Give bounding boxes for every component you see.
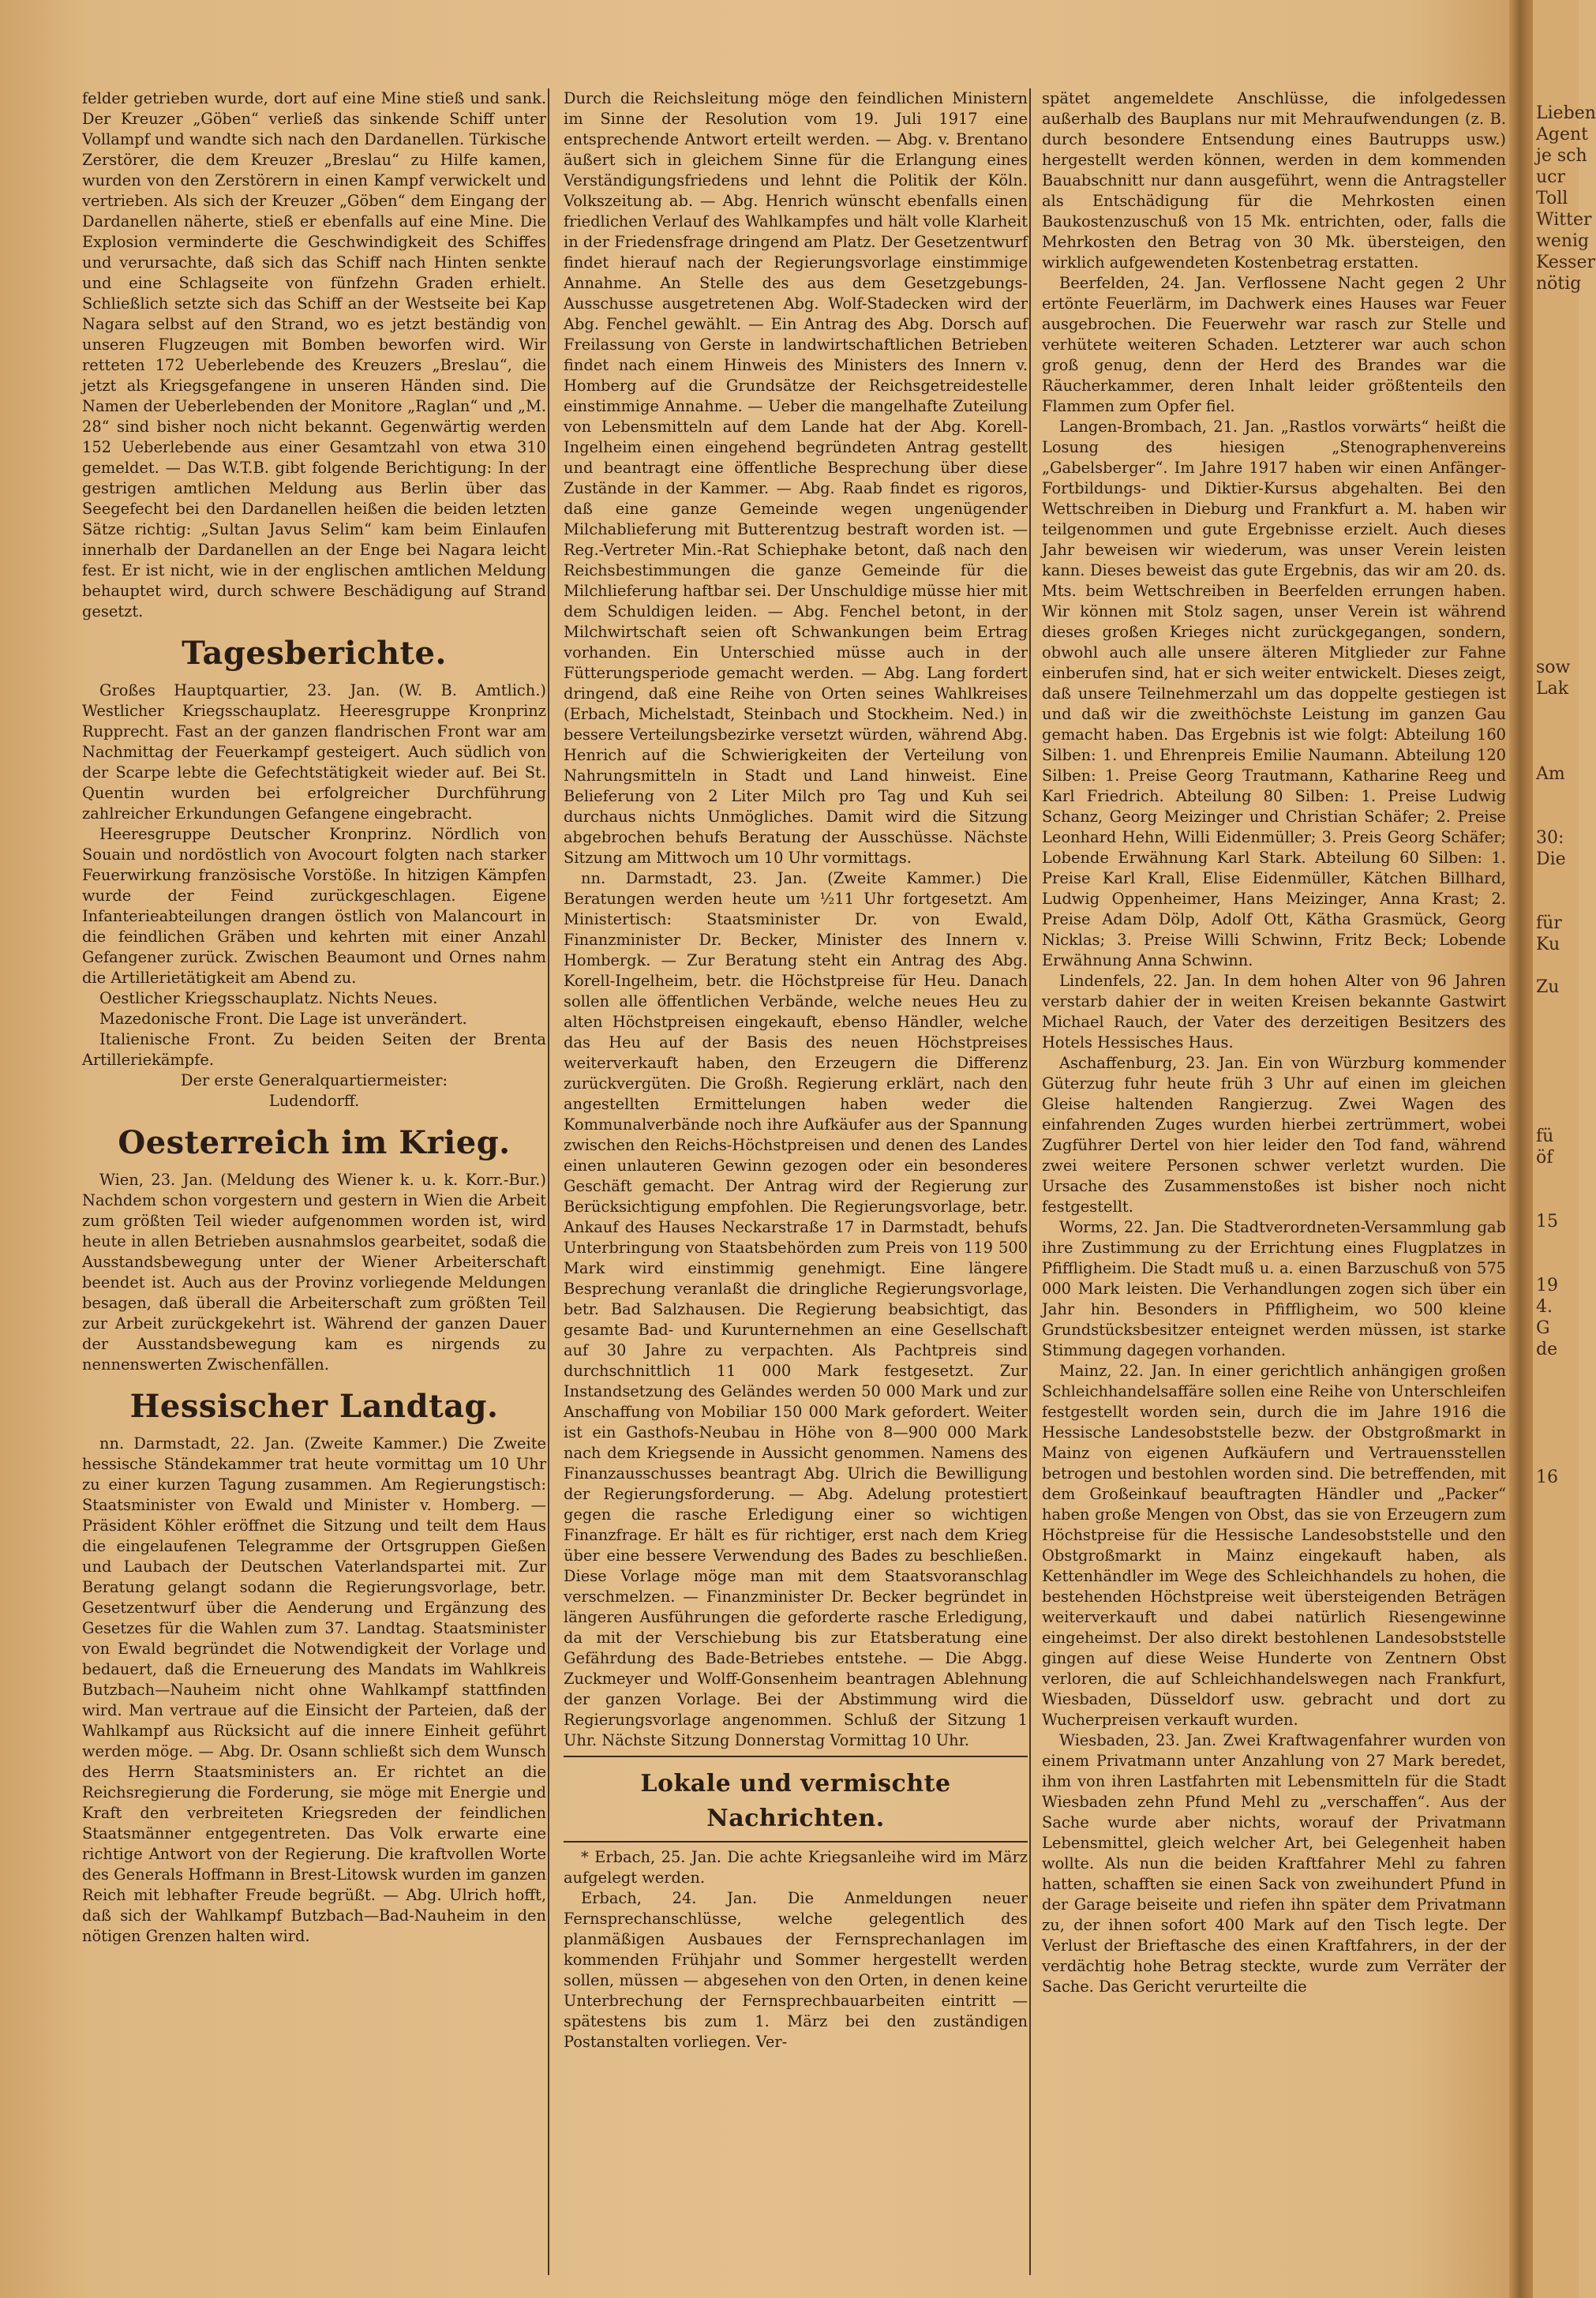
article-aschaffenburg: Aschaffenburg, 23. Jan. Ein von Würzburg kommender Güterzug fuhr heute früh 3 Uhr auf einen im gleichen Gleise haltenden Rangierzug. Zwei Wagen des einfahrenden Zuges wurden hierbei zertrümmert, wobei Zugführer Dertel von hier leider den Tod fand, während zwei weitere Personen schwer verletzt wurden. Die Ursache des Zusammenstoßes ist bisher noch nicht festgestellt. [1042, 1054, 1506, 1216]
next-page-line: für [1536, 913, 1562, 933]
report-italien: Italienische Front. Zu beiden Seiten der Brenta Artilleriekämpfe. [82, 1030, 546, 1069]
next-page-line [1536, 785, 1579, 806]
heading-landtag: Hessischer Landtag. [129, 1388, 499, 1425]
next-page-line: G [1536, 1318, 1550, 1338]
next-page-line [1536, 486, 1579, 508]
next-page-line [1536, 444, 1579, 465]
heading-lokale: Lokale und vermischte Nachrichten. [640, 1770, 951, 1832]
next-page-line [1536, 614, 1579, 635]
next-page-line [1536, 742, 1579, 763]
heading-oesterreich: Oesterreich im Krieg. [118, 1124, 511, 1161]
next-page-line: Toll [1536, 189, 1568, 208]
next-page-line: Am [1536, 764, 1565, 784]
article-erbach-fernsprech: Erbach, 24. Jan. Die Anmeldungen neuer Fernsprechanschlüsse, welche gelegentlich des planmäßigen Ausbaues der Fernsprechanlagen im kommenden Frühjahr und Sommer hergestellt werden sollen, müssen — abgesehen von den Orten, in denen keine Unterbrechung der Fernsprechbauarbeiten eintritt — spätestens bis zum 1. März bei den zuständigen Postanstalten vorliegen. Ver- [564, 1889, 1028, 2051]
next-page-line [1536, 401, 1579, 422]
next-page-line: nötig [1536, 274, 1582, 294]
next-page-line: sow [1536, 658, 1571, 677]
next-page-line [1536, 955, 1579, 977]
column-2 [564, 88, 1028, 2275]
article-wien: Wien, 23. Jan. (Meldung des Wiener k. u. k. Korr.-Bur.) Nachdem schon vorgestern und gestern in Wien die Arbeit zum größten Teil wieder aufgenommen worden ist, wird heute in allen Betrieben ausnahmslos gearbeitet, sodaß die Ausstandsbewegung unter der Wiener Arbeiterschaft beendet ist. Auch aus der Provinz vorliegende Meldungen besagen, daß überall die Arbeiterschaft zum größten Teil zur Arbeit zurückgekehrt ist. Während der ganzen Dauer der Ausstandsbewegung kam es nirgends zu nennenswerten Zwischenfällen. [82, 1171, 546, 1374]
next-page-line: Zu [1536, 977, 1560, 997]
next-page-line: 30: [1536, 828, 1564, 848]
next-page-line: Die [1536, 849, 1566, 869]
next-page-line [1536, 1254, 1579, 1275]
column-rule-1 [548, 88, 549, 2275]
next-page-line: 19 [1536, 1276, 1558, 1295]
next-page-line [1536, 699, 1579, 721]
article-beerfelden: Beerfelden, 24. Jan. Verflossene Nacht gegen 2 Uhr ertönte Feuerlärm, im Dachwerk eines Hauses war Feuer ausgebrochen. Die Feuerwehr war rasch zur Stelle und verhütete weiteren Schaden. Letzterer war auch schon groß genug, denn der Herd des Brandes war die Räucherkammer, deren Inhalt leider größtenteils den Flammen zum Opfer fiel. [1042, 274, 1506, 415]
report-osten: Oestlicher Kriegsschauplatz. Nichts Neues. [99, 989, 438, 1007]
article-landtag-continued: Durch die Reichsleitung möge den feindlichen Ministern im Sinne der Resolution vom 19. Juli 1917 eine entsprechende Antwort erteilt werden. — Abg. v. Brentano äußert sich in gleichem Sinne für die Erlangung eines Verständigungsfriedens und lehnt die Politik der Köln. Volkszeitung ab. — Abg. Henrich wünscht ebenfalls einen friedlichen Verlauf des Wahlkampfes und hält volle Klarheit in der Friedensfrage dringend am Platz. Der Gesetzentwurf findet hierauf nach der Regierungsvorlage einstimmige Annahme. An Stelle des aus dem Gesetzgebungs-Ausschusse ausgetretenen Abg. Wolf-Stadecken wird der Abg. Fenchel gewählt. — Ein Antrag des Abg. Dorsch auf Freilassung von Gerste in landwirtschaftlichen Betrieben findet nach einem Hinweis des Ministers des Innern v. Homberg auf die Grundsätze der Reichsgetreidestelle einstimmige Annahme. — Ueber die mangelhafte Zuteilung von Lebensmitteln auf dem Lande hat der Abg. Korell-Ingelheim einen eingehend begründeten Antrag gestellt und beantragt eine öffentliche Besprechung über diese Zustände in der Kammer. — Abg. Raab findet es rigoros, daß eine ganze Gemeinde wegen ungenügender Milchablieferung mit Butterentzug bestraft worden ist. — Reg.-Vertreter Min.-Rat Schiephake betont, daß nach den Reichsbestimmungen die ganze Gemeinde für die Milchlieferung haftbar sei. Der Unschuldige müsse hier mit dem Schuldigen leiden. — Abg. Fenchel betont, in der Milchwirtschaft seien oft Schwankungen beim Ertrag vorhanden. Ein Unterschied müsse auch in der Fütterungsperiode gemacht werden. — Abg. Lang fordert dringend, daß eine Reihe von Orten seines Wahlkreises (Erbach, Michelstadt, Steinbach und Stockheim. Ned.) in bessere Verteilungsbezirke versetzt würden, während Abg. Henrich auf die Schwierigkeiten der Verteilung von Nahrungsmitteln in Stadt und Land hinweist. Eine Belieferung von 2 Liter Milch pro Tag und Kuh sei durchaus nichts Unmögliches. Damit wird die Sitzung abgebrochen behufs Beratung der Ausschüsse. Nächste Sitzung am Mittwoch um 10 Uhr vormittags. [564, 89, 1028, 867]
next-page-line [1536, 1190, 1579, 1211]
next-page-line: Agent [1536, 125, 1588, 144]
article-langen-brombach: Langen-Brombach, 21. Jan. „Rastlos vorwärts“ heißt die Losung des hiesigen „Stenographenvereins „Gabelsberger“. Im Jahre 1917 haben wir einen Anfänger-Fortbildungs- und Diktier-Kursus abgehalten. Bei den Wettschreiben in Dieburg und Frankfurt a. M. haben wir teilgenommen und gute Ergebnisse erzielt. Auch dieses Jahr beweisen wir wiederum, was unser Verein leisten kann. Dieses beweist das gute Ergebnis, das wir am 20. ds. Mts. beim Wettschreiben in Beerfelden errungen haben. Wir können mit Stolz sagen, unser Verein ist während dieses großen Krieges nicht zurückgegangen, sondern, obwohl auch alle unsere älteren Mitglieder zur Fahne einberufen sind, hat er sich weiter entwickelt. Dieses zeigt, daß unsere Teilnehmerzahl um das doppelte gestiegen ist und daß wir die zweithöchste Leistung im ganzen Gau gemacht haben. Das Ergebnis ist wie folgt: Abteilung 160 Silben: 1. und Ehrenpreis Emilie Naumann. Abteilung 120 Silben: 1. Preise Georg Trautmann, Katharine Reeg und Karl Friedrich. Abteilung 80 Silben: 1. Preise Ludwig Schanz, Georg Meizinger und Christian Schäfer; 2. Preise Leonhard Hehn, Willi Eidenmüller; 3. Preis Georg Schäfer; Lobende Erwähnung Karl Stark. Abteilung 60 Silben: 1. Preise Karl Krall, Elise Eidenmüller, Kätchen Billhard, Ludwig Oppenheimer, Hans Meizinger, Anna Krast; 2. Preise Adam Dölp, Adolf Ott, Kätha Grasmück, Georg Nicklas; 3. Preise Willi Schwinn, Fritz Beck; Lobende Erwähnung Anna Schwinn. [1042, 418, 1506, 969]
next-page-line [1536, 1360, 1579, 1381]
next-page-line [1536, 358, 1579, 380]
next-page-line: wenig [1536, 231, 1590, 251]
signature-title: Der erste Generalquartiermeister: [180, 1071, 448, 1089]
next-page-line [1536, 337, 1579, 358]
column-3 [1042, 88, 1506, 2275]
next-page-line [1536, 294, 1579, 316]
next-page-line [1536, 508, 1579, 529]
next-page-line [1536, 1445, 1579, 1467]
next-page-line: 16 [1536, 1468, 1558, 1487]
next-page-line: de [1536, 1340, 1558, 1359]
article-wiesbaden: Wiesbaden, 23. Jan. Zwei Kraftwagenfahrer wurden von einem Privatmann unter Anzahlung von 27 Mark beredet, ihm von ihren Lastfahrten mit Lebensmitteln für die Stadt Wiesbaden zehn Pfund Mehl zu „verschaffen“. Aus der Sache wurde aber nichts, worauf der Privatmann Lebensmittel, gleich welcher Art, bei Gelegenheit haben wollte. Als nun die beiden Kraftfahrer Mehl zu fahren hatten, schafften sie einen Sack von zweihundert Pfund in der Garage beiseite und riefen ihn später dem Privatmann zu, der ihnen sofort 400 Mark auf den Tisch legte. Der Verlust der Brieftasche des einen Kraftfahrers, in der der verdächtig hohe Betrag steckte, wurde zum Verräter der Sache. Das Gericht verurteilte die [1042, 1731, 1506, 1996]
next-page-line [1536, 1232, 1579, 1254]
article-landtag-22: nn. Darmstadt, 22. Jan. (Zweite Kammer.) Die Zweite hessische Ständekammer trat heute vormittag um 10 Uhr zu einer kurzen Tagung zusammen. Am Regierungstisch: Staatsminister von Ewald und Minister v. Homberg. — Präsident Köhler eröffnet die Sitzung und teilt dem Haus die eingelaufenen Telegramme der Ortsgruppen Gießen und Laubach der Deutschen Vaterlandspartei mit. Zur Beratung gelangt sodann die Regierungsvorlage, betr. Gesetzentwurf über die Aenderung und Ergänzung des Gesetzes für die Wahlen zum 37. Landtag. Staatsminister von Ewald begründet die Notwendigkeit der Vorlage und bedauert, daß die Erneuerung des Mandats im Wahlkreis Butzbach—Nauheim nicht ohne Wahlkampf stattfinden wird. Man vertraue auf die Einsicht der Parteien, daß der Wahlkampf aus Rücksicht auf die innere Einheit geführt werden möge. — Abg. Dr. Osann schließt sich dem Wunsch des Herrn Staatsministers an. Er richtet an die Reichsregierung die Forderung, sie möge mit Energie und Kraft den verbreiteten Kriegsreden der feindlichen Staatsmänner entgegentreten. Das Volk erwarte eine richtige Antwort von der Regierung. Die kraftvollen Worte des Generals Hoffmann in Brest-Litowsk wurden im ganzen Reich mit lebhafter Freude begrüßt. — Abg. Ulrich hofft, daß sich der Wahlkampf Butzbach—Bad-Nauheim in den nötigen Grenzen halten wird. [82, 1434, 546, 1945]
report-mazedonien: Mazedonische Front. Die Lage ist unverändert. [99, 1010, 467, 1028]
article-fernsprech-continued: spätet angemeldete Anschlüsse, die infolgedessen außerhalb des Bauplans nur mit Mehraufwendungen (z. B. durch besondere Entsendung eines Bautrupps usw.) hergestellt werden können, werden in dem kommenden Bauabschnitt nur dann ausgeführt, wenn die Antragsteller als Entschädigung für die Mehrkosten einen Baukostenzuschuß von 15 Mk. entrichten, oder, falls die Mehrkosten den Betrag von 30 Mk. übersteigen, den wirklich aufgewendeten Kostenbetrag erstatten. [1042, 89, 1506, 272]
article-worms: Worms, 22. Jan. Die Stadtverordneten-Versammlung gab ihre Zustimmung zu der Errichtung eines Flugplatzes in Pfiffligheim. Die Stadt muß u. a. einen Barzuschuß von 575 000 Mark leisten. Die Verhandlungen zogen sich über ein Jahr hin. Besonders in Pfiffligheim, wo 500 kleine Grundstücksbesitzer enteignet werden müssen, ist starke Stimmung dagegen vorhanden. [1042, 1218, 1506, 1359]
article-lindenfels: Lindenfels, 22. Jan. In dem hohen Alter von 96 Jahren verstarb dahier der in weiten Kreisen bekannte Gastwirt Michael Rauch, der Vater des derzeitigen Besitzers des Hotels Hessisches Haus. [1042, 972, 1506, 1052]
next-page-line [1536, 422, 1579, 444]
next-page-line [1536, 1168, 1579, 1190]
next-page-line: Ku [1536, 935, 1560, 954]
column-1 [82, 88, 546, 2275]
next-page-line [1536, 529, 1579, 550]
next-page-line [1536, 891, 1579, 913]
next-page-line: Lak [1536, 679, 1569, 699]
next-page-line [1536, 316, 1579, 337]
next-page-line: öf [1536, 1148, 1553, 1168]
divider [564, 1756, 1028, 1757]
article-erbach-anleihe: * Erbach, 25. Jan. Die achte Kriegsanleihe wird im März aufgelegt werden. [564, 1848, 1028, 1887]
next-page-line [1536, 1424, 1579, 1445]
signature-name: Ludendorff. [268, 1092, 360, 1110]
article-mainz: Mainz, 22. Jan. In einer gerichtlich anhängigen großen Schleichhandelsaffäre sollen eine Reihe von Unterschleifen festgestellt worden sein, durch die im Jahre 1916 die Hessische Landesobststelle bezw. der Obstgroßmarkt in Mainz von eigenen Aufkäufern und Vertrauensstellen betrogen und bestohlen worden sind. Die betreffenden, mit dem Großeinkauf beauftragten Händler und „Packer“ haben große Mengen von Obst, das sie von Erzeugern zum Höchstpreise für die Hessische Landesobststelle und den Obstgroßmarkt in Mainz eingekauft haben, als Kettenhändler im Wege des Schleichhandels zu hohen, die bestehenden Höchstpreise weit übersteigenden Beträgen weiterverkauft und dabei natürlich Riesengewinne eingeheimst. Der also direkt bestohlenen Landesobststelle gingen auf diese Weise Hunderte von Zentnern Obst verloren, die auf Schleichhandelswegen nach Frankfurt, Wiesbaden, Düsseldorf usw. gebracht und dort zu Wucherpreisen verkauft wurden. [1042, 1362, 1506, 1729]
next-page-fragments [1533, 0, 1596, 1488]
next-page-line [1536, 1040, 1579, 1062]
next-page-line: Lieben [1536, 103, 1596, 123]
next-page-line: Witter [1536, 210, 1592, 230]
next-page-line [1536, 1083, 1579, 1104]
divider [564, 1841, 1028, 1843]
next-page-line: 15 [1536, 1212, 1558, 1231]
report-hauptquartier: Großes Hauptquartier, 23. Jan. (W. B. Amtlich.) Westlicher Kriegsschauplatz. Heeresgruppe Kronprinz Rupprecht. Fast an der ganzen flandrischen Front war am Nachmittag der Feuerkampf gesteigert. Auch südlich von der Scarpe lebte die Gefechtstätigkeit wieder auf. Bei St. Quentin wurden bei erfolgreicher Durchführung zahlreicher Erkundungen Gefangene eingebracht. [82, 681, 546, 823]
next-page-line [1536, 998, 1579, 1019]
next-page-line [1536, 593, 1579, 614]
heading-tagesberichte: Tagesberichte. [182, 635, 447, 672]
next-page-line [1536, 1104, 1579, 1126]
next-page-line [1536, 465, 1579, 486]
next-page-line [1536, 1019, 1579, 1040]
next-page-line [1536, 870, 1579, 891]
next-page-line [1536, 635, 1579, 657]
column-rule-2 [1029, 88, 1031, 2275]
article-landtag-23: nn. Darmstadt, 23. Jan. (Zweite Kammer.) Die Beratungen werden heute um ½11 Uhr fortgesetzt. Am Ministertisch: Staatsminister Dr. von Ewald, Finanzminister Dr. Becker, Minister des Innern v. Hombergk. — Zur Beratung steht ein Antrag des Abg. Korell-Ingelheim, betr. die Höchstpreise für Heu. Danach sollen alle öffentlichen Verbände, welche neues Heu zu alten Höchstpreisen eingekauft, ebenso Händler, welche das Heu auf der Basis des neuen Höchstpreises weiterverkauft haben, den Erzeugern die Differenz zurückvergüten. Die Großh. Regierung erklärt, nach den angestellten Ermittelungen haben weder die Kommunalverbände noch ihre Aufkäufer aus der Spannung zwischen den Reichs-Höchstpreisen und denen des Landes einen unlauteren Gewinn gezogen oder ein besonderes Geschäft gemacht. Der Antrag wird der Regierung zur Berücksichtigung empfohlen. Die Regierungsvorlage, betr. Ankauf des Hauses Neckarstraße 17 in Darmstadt, behufs Unterbringung von Staatsbehörden zum Preis von 119 500 Mark wird einstimmig genehmigt. Eine längere Besprechung veranlaßt die dringliche Regierungsvorlage, betr. Bad Salzhausen. Die Regierung beabsichtigt, das gesamte Bad- und Kurunternehmen an eine Gesellschaft auf 30 Jahre zu verpachten. Als Pachtpreis sind durchschnittlich 11 000 Mark festgesetzt. Zur Instandsetzung des Geländes werden 50 000 Mark und zur Anschaffung von Mobiliar 150 000 Mark gefordert. Weiter ist ein Gasthofs-Neubau in Höhe von 8—900 000 Mark nach dem Kriegsende in Aussicht genommen. Namens des Finanzausschusses beantragt Abg. Ulrich die Bewilligung der Regierungsforderung. — Abg. Adelung protestiert gegen die rasche Erledigung einer so wichtigen Finanzfrage. Er hält es für richtiger, erst nach dem Krieg über eine bessere Verwendung des Bades zu beschließen. Diese Vorlage möge man mit dem Staatsvoranschlag verschmelzen. — Finanzminister Dr. Becker begründet in längeren Ausführungen die geforderte rasche Erledigung, da mit der Verschiebung bis zur Etatsberatung eine Gefährdung des Bade-Betriebes entstehe. — Die Abgg. Zuckmeyer und Wolff-Gonsenheim beantragen Ablehnung der ganzen Vorlage. Bei der Abstimmung wird die Regierungsvorlage angenommen. Schluß der Sitzung 1 Uhr. Nächste Sitzung Donnerstag Vormittag 10 Uhr. [564, 869, 1028, 1749]
next-page-line [1536, 380, 1579, 401]
next-page-line [1536, 572, 1579, 593]
article-seegefecht-continued: felder getrieben wurde, dort auf eine Mine stieß und sank. Der Kreuzer „Göben“ verließ das sinkende Schiff unter Vollampf und wandte sich nach den Dardanellen. Türkische Zerstörer, die dem Kreuzer „Breslau“ zu Hilfe kamen, wurden von den Zerstörern in einen Kampf verwickelt und vertrieben. Als sich der Kreuzer „Göben“ dem Eingang der Dardanellen näherte, stieß er ebenfalls auf eine Mine. Die Explosion verminderte die Geschwindigkeit des Schiffes und verursachte, daß sich das Schiff nach Hinten senkte und eine Schlagseite von fünfzehn Graden erhielt. Schließlich setzte sich das Schiff an der Westseite bei Kap Nagara selbst auf den Strand, wo es jetzt beständig von unseren Flugzeugen mit Bomben beworfen wird. Wir retteten 172 Ueberlebende des Kreuzers „Breslau“, die jetzt als Kriegsgefangene in unseren Händen sind. Die Namen der Ueberlebenden der Monitore „Raglan“ und „M. 28“ sind bisher noch nicht bekannt. Gegenwärtig werden 152 Ueberlebende aus einer Gesamtzahl von etwa 310 gemeldet. — Das W.T.B. gibt folgende Berichtigung: In der gestrigen amtlichen Meldung aus Berlin über das Seegefecht bei den Dardanellen heißen die beiden letzten Sätze richtig: „Sultan Javus Selim“ kam beim Einlaufen innerhalb der Dardanellen an der Enge bei Nagara leicht fest. Er ist nicht, wie in der englischen amtlichen Meldung behauptet wird, durch schwere Beschädigung auf Strand gesetzt. [82, 89, 546, 620]
report-kronprinz: Heeresgruppe Deutscher Kronprinz. Nördlich von Souain und nordöstlich von Avocourt folgten nach starker Feuerwirkung französische Vorstöße. In hitzigen Kämpfen wurde der Feind zurückgeschlagen. Eigene Infanterieabteilungen drangen östlich von Malancourt in die feindlichen Gräben und kehrten mit einer Anzahl Gefangener zurück. Zwischen Beaumont und Ornes nahm die Artillerietätigkeit am Abend zu. [82, 825, 546, 987]
next-page-line: 4. [1536, 1297, 1553, 1317]
next-page-line: Kesser [1536, 253, 1595, 272]
next-page-line: fü [1536, 1127, 1554, 1146]
next-page-edge [1533, 0, 1596, 2298]
next-page-line [1536, 1403, 1579, 1424]
next-page-line [1536, 1381, 1579, 1403]
next-page-line: je sch [1536, 146, 1587, 166]
next-page-line [1536, 721, 1579, 742]
next-page-line [1536, 550, 1579, 572]
next-page-line [1536, 1062, 1579, 1083]
page-fold-shadow [1509, 0, 1533, 2298]
next-page-line [1536, 806, 1579, 827]
next-page-line: ucr [1536, 167, 1566, 187]
